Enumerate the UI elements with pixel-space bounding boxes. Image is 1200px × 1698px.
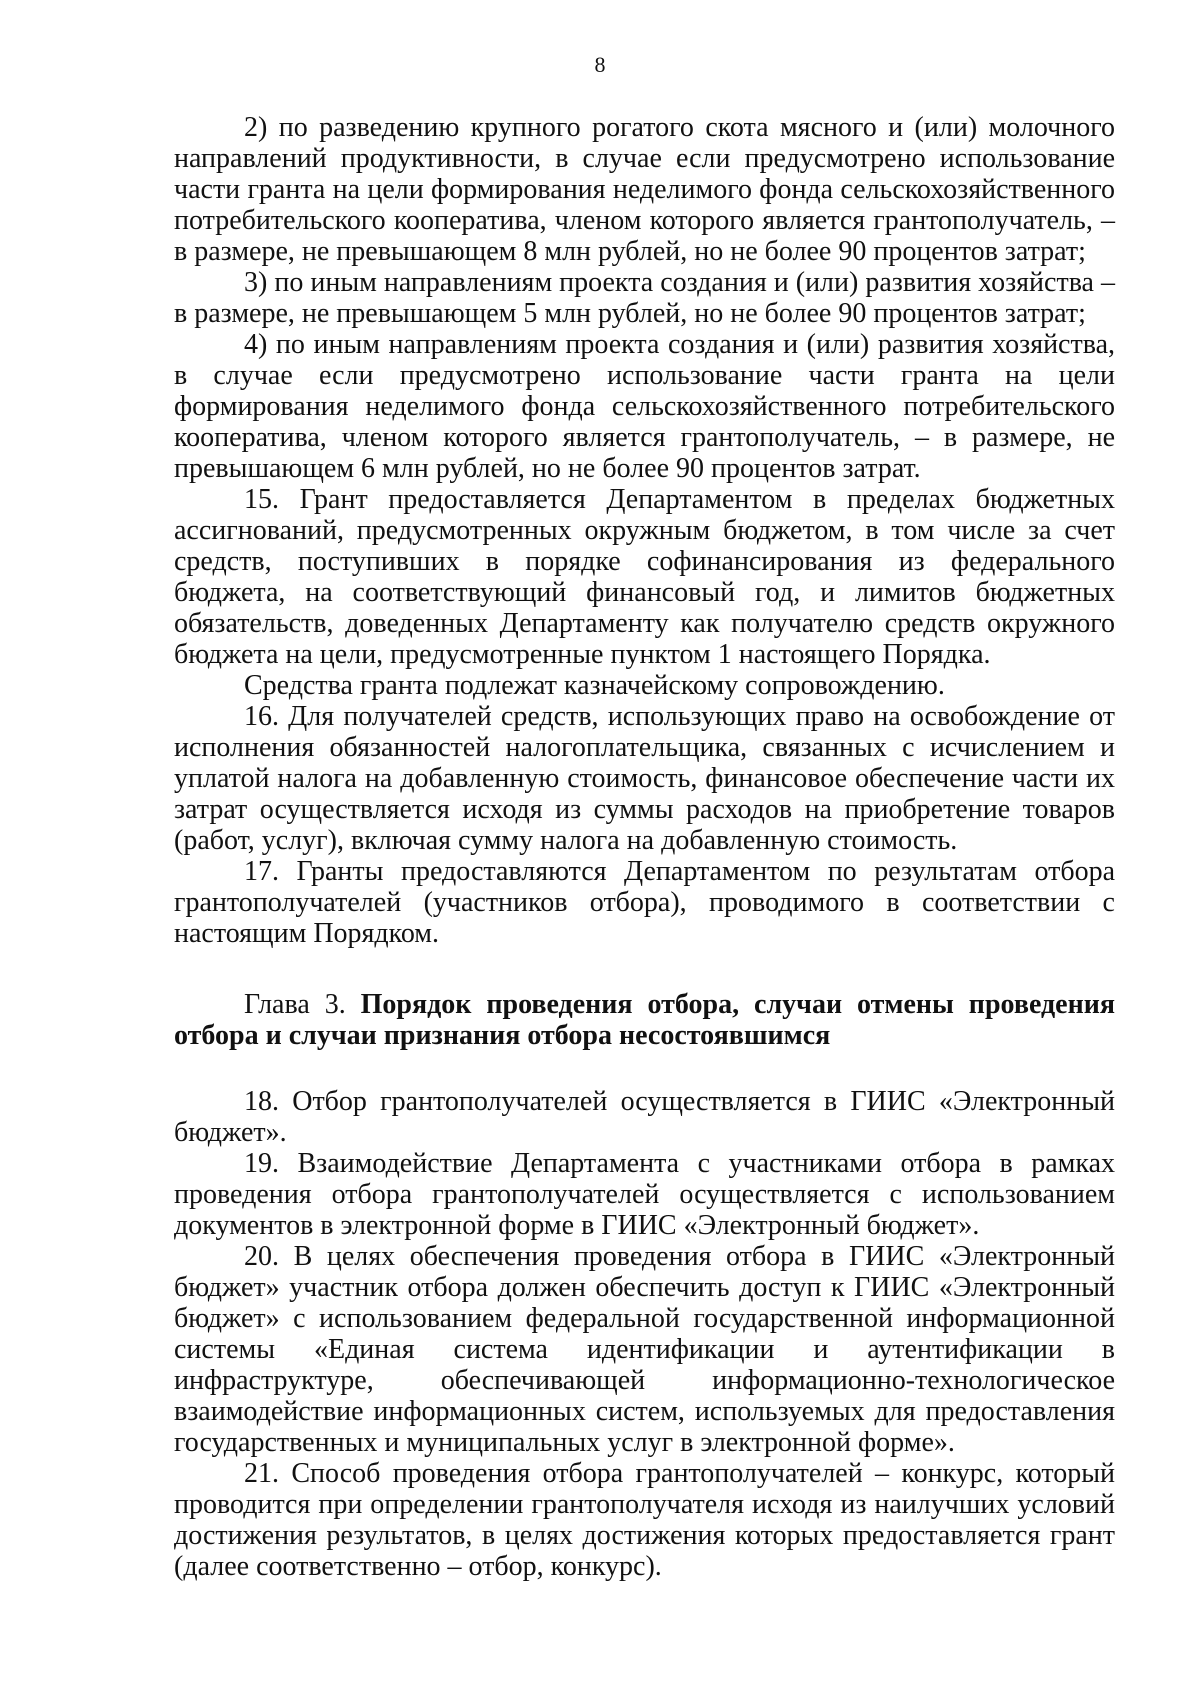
- chapter-title: Порядок проведения отбора, случаи отмены проведения отбора и случаи признания отбора несостоявшимся: [174, 989, 1116, 1051]
- paragraph-3-other-directions: 3) по иным направлениям проекта создания и (или) развития хозяйства – в размере, не превышающем 5 млн рублей, но не более 90 процентов затрат;: [174, 267, 1115, 329]
- chapter-heading: [174, 989, 1115, 1051]
- paragraph-4-other-directions-coop: 4) по иным направлениям проекта создания и (или) развития хозяйства, в случае если предусмотрено использование части гранта на цели формирования неделимого фонда сельскохозяйственного потребительского кооператива, членом которого является грантополучатель, – в размере, не превышающем 6 млн рублей, но не более 90 процентов затрат.: [174, 329, 1115, 484]
- document-body: [174, 112, 1115, 1582]
- paragraph-18-selection-system: 18. Отбор грантополучателей осуществляется в ГИИС «Электронный бюджет».: [174, 1086, 1115, 1148]
- paragraph-16-vat: 16. Для получателей средств, использующих право на освобождение от исполнения обязанностей налогоплательщика, связанных с исчислением и уплатой налога на добавленную стоимость, финансовое обеспечение части их затрат осуществляется исходя из суммы расходов на приобретение товаров (работ, услуг), включая сумму налога на добавленную стоимость.: [174, 701, 1115, 856]
- paragraph-treasury-support: Средства гранта подлежат казначейскому сопровождению.: [244, 670, 945, 701]
- paragraph-19-interaction: 19. Взаимодействие Департамента с участниками отбора в рамках проведения отбора грантополучателей осуществляется с использованием документов в электронной форме в ГИИС «Электронный бюджет».: [174, 1148, 1115, 1241]
- paragraph-2-cattle: 2) по разведению крупного рогатого скота мясного и (или) молочного направлений продуктивности, в случае если предусмотрено использование части гранта на цели формирования неделимого фонда сельскохозяйственного потребительского кооператива, членом которого является грантополучатель, – в размере, не превышающем 8 млн рублей, но не более 90 процентов затрат;: [174, 112, 1115, 267]
- chapter-prefix: Глава 3.: [244, 989, 346, 1020]
- paragraph-20-access: 20. В целях обеспечения проведения отбора в ГИИС «Электронный бюджет» участник отбора должен обеспечить доступ к ГИИС «Электронный бюджет» с использованием федеральной государственной информационной системы «Единая система идентификации и аутентификации в инфраструктуре, обеспечивающей информационно-технологическое взаимодействие информационных систем, используемых для предоставления государственных и муниципальных услуг в электронной форме».: [174, 1241, 1115, 1458]
- page-number: 8: [594, 52, 606, 77]
- paragraph-21-selection-method: 21. Способ проведения отбора грантополучателей – конкурс, который проводится при определении грантополучателя исходя из наилучших условий достижения результатов, в целях достижения которых предоставляется грант (далее соответственно – отбор, конкурс).: [174, 1458, 1115, 1582]
- paragraph-17-selection-results: 17. Гранты предоставляются Департаментом по результатам отбора грантополучателей (участников отбора), проводимого в соответствии с настоящим Порядком.: [174, 856, 1115, 949]
- paragraph-15-grant-provision: 15. Грант предоставляется Департаментом в пределах бюджетных ассигнований, предусмотренных окружным бюджетом, в том числе за счет средств, поступивших в порядке софинансирования из федерального бюджета, на соответствующий финансовый год, и лимитов бюджетных обязательств, доведенных Департаменту как получателю средств окружного бюджета на цели, предусмотренные пунктом 1 настоящего Порядка.: [174, 484, 1115, 670]
